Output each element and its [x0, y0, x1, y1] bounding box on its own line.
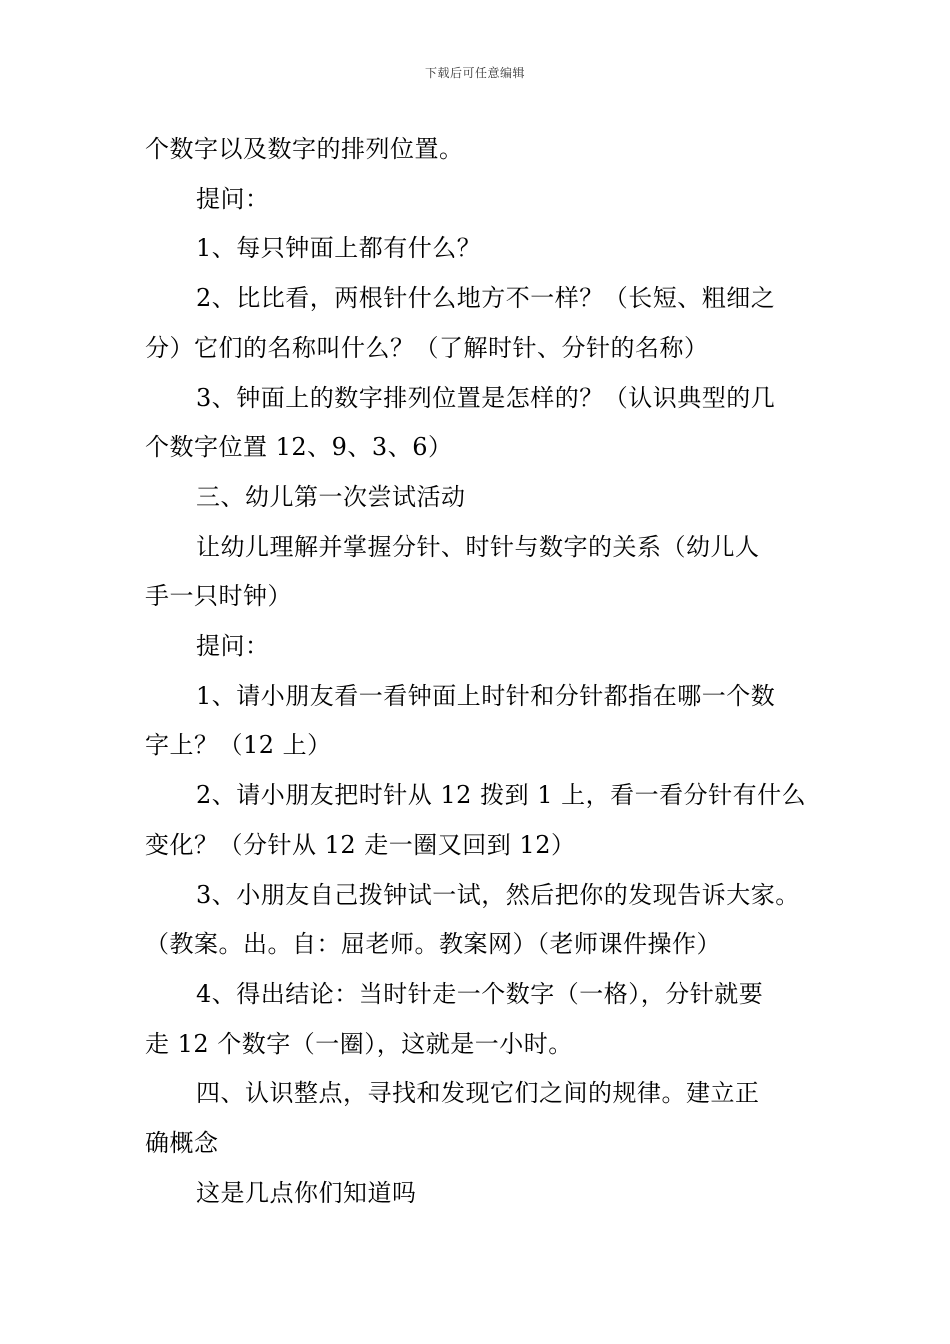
body-line: 个数字位置 12、9、3、6）: [145, 433, 453, 462]
document-body: [145, 125, 810, 1218]
section-heading: 四、认识整点，寻找和发现它们之间的规律。建立正: [196, 1079, 760, 1108]
body-line: 个数字以及数字的排列位置。: [145, 135, 464, 163]
body-line: 变化？（分针从 12 走一圈又回到 12）: [145, 830, 576, 859]
body-line: 1、请小朋友看一看钟面上时针和分针都指在哪一个数: [196, 681, 776, 710]
body-line: 4、得出结论：当时针走一个数字（一格），分针就要: [196, 979, 764, 1008]
body-line: 这是几点你们知道吗: [196, 1178, 417, 1207]
body-line: 2、请小朋友把时针从 12 拨到 1 上，看一看分针有什么: [196, 781, 807, 810]
body-line: 提问：: [196, 184, 270, 213]
body-line: 确概念: [145, 1129, 219, 1158]
body-line: 提问：: [196, 632, 270, 661]
page-header: 下载后可任意编辑: [424, 66, 525, 80]
body-line: 走 12 个数字（一圈），这就是一小时。: [145, 1029, 573, 1058]
body-line: 字上？（12 上）: [145, 731, 332, 760]
body-line: 手一只时钟）: [145, 582, 292, 611]
section-heading: 三、幼儿第一次尝试活动: [196, 482, 466, 511]
body-line: 2、比比看，两根针什么地方不一样？（长短、粗细之: [196, 284, 776, 313]
body-line: 3、小朋友自己拨钟试一试，然后把你的发现告诉大家。: [196, 880, 800, 909]
body-line: 3、钟面上的数字排列位置是怎样的？（认识典型的几: [196, 383, 776, 412]
body-line: 1、每只钟面上都有什么？: [196, 234, 482, 263]
body-line: （教案。出。自：屈老师。教案网）（老师课件操作）: [145, 930, 721, 959]
body-line: 让幼儿理解并掌握分针、时针与数字的关系（幼儿人: [196, 532, 760, 561]
body-line: 分）它们的名称叫什么？（了解时针、分针的名称）: [145, 333, 709, 362]
